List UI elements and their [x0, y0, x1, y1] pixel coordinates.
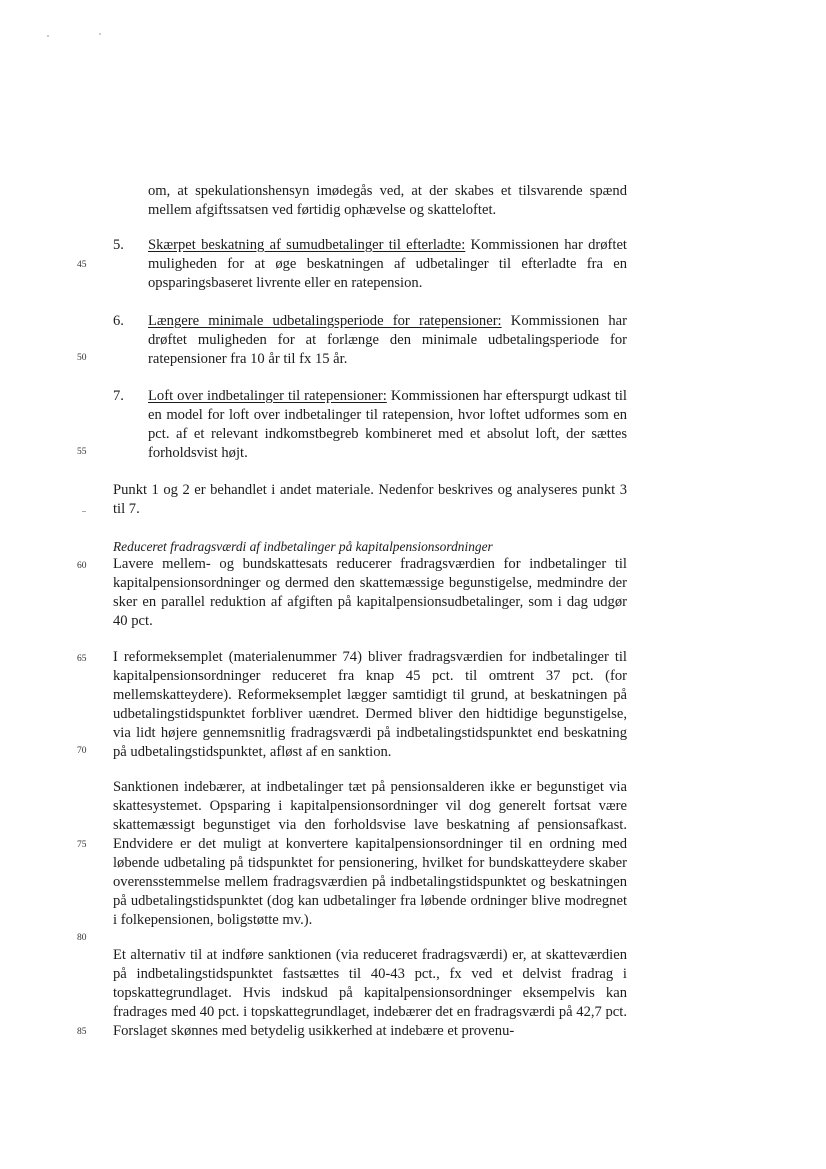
paragraph: Lavere mellem- og bundskattesats reducerer fradragsværdien for indbetalinger til kapitalpensionsordninger og dermed den skattemæssige begunstigelse, medmindre der sker en parallel reduktion af afgiften på kapitalpensionsudbetalinger, som i dag udgør 40 pct.: [113, 556, 627, 629]
list-item-body: [148, 312, 627, 369]
line-number: 60: [77, 561, 87, 571]
line-number: 70: [77, 746, 87, 756]
list-item-number: 7.: [113, 388, 124, 404]
line-number: 75: [77, 840, 87, 850]
section-heading: Reduceret fradragsværdi af indbetalinger på kapitalpensionsordninger: [113, 539, 493, 554]
line-number: 85: [77, 1027, 87, 1037]
line-number: 65: [77, 654, 87, 664]
paragraph: Et alternativ til at indføre sanktionen (via reduceret fradragsværdi) er, at skatteværdien på indbetalingstidspunktet fastsættes til 40-43 pct., fx ved et delvist fradrag i topskattegrundlaget. Hvis indskud på kapitalpensionsordninger eksempelvis kan fradrages med 40 pct. i topskattegrundlaget, indebærer det en fradragsværdi på 42,7 pct. Forslaget skønnes med betydelig usikkerhed at indebære et provenu-: [113, 947, 627, 1039]
list-item-number: 6.: [113, 313, 124, 329]
list-item-title: Længere minimale udbetalingsperiode for ratepensioner:: [148, 313, 502, 329]
paragraph: I reformeksemplet (materialenummer 74) bliver fradragsværdien for indbetalinger til kapitalpensionsordninger reduceret fra knap 45 pct. til omtrent 37 pct. (for mellemskatteydere). Reformeksemplet lægger samtidigt til grund, at beskatningen på udbetalingstidspunktet forbliver uændret. Dermed bliver den hidtidige begunstigelse, via lidt højere gennemsnitlig fradragsværdi på indbetalingstidspunktet end beskatning på udbetalingstidspunktet, afløst af en sanktion.: [113, 649, 627, 760]
line-number: 45: [77, 260, 87, 270]
scan-speck: [99, 33, 101, 35]
list-item-text: Kommissionen har efterspurgt udkast til en model for loft over indbetalinger til ratepension, hvor loftet udformes som en pct. af et relevant indkomstbegreb kombineret med et absolut loft, der sættes forholdsvist højt.: [148, 388, 627, 461]
paragraph: Sanktionen indebærer, at indbetalinger tæt på pensionsalderen ikke er begunstiget via skattesystemet. Opsparing i kapitalpensionsordninger vil dog generelt fortsat være skattemæssigt begunstiget via den forholdsvise lave beskatning af pensionsafkast. Endvidere er det muligt at konvertere kapitalpensionsordninger til en ordning med løbende udbetaling på tidspunktet for pensionering, hvilket for bundskatteydere skaber overensstemmelse mellem fradragsværdien på indbetalingstidspunktet og beskatningen på udbetalingstidspunktet (dog kan udbetalinger fra løbende ordninger blive modregnet i folkepensionen, boligstøtte mv.).: [113, 779, 627, 928]
intro-paragraph: om, at spekulationshensyn imødegås ved, at der skabes et tilsvarende spænd mellem afgiftssatsen ved førtidig ophævelse og skatteloftet.: [148, 183, 627, 218]
line-number: 50: [77, 353, 87, 363]
scan-speck: [47, 35, 49, 37]
list-item-body: [148, 387, 627, 463]
list-item-title: Loft over indbetalinger til ratepensioner:: [148, 388, 387, 404]
list-item-number: 5.: [113, 237, 124, 253]
line-number: 55: [77, 447, 87, 457]
list-item-text: Kommissionen har drøftet muligheden for at forlænge den minimale udbetalingsperiode for ratepensioner fra 10 år til fx 15 år.: [148, 313, 627, 367]
list-item-text: Kommissionen har drøftet muligheden for at øge beskatningen af udbetalinger til efterladte fra en opsparingsbaseret livrente eller en ratepension.: [148, 237, 627, 291]
line-number: 80: [77, 933, 87, 943]
list-item-body: [148, 236, 627, 293]
margin-tick: [82, 511, 86, 512]
list-item-title: Skærpet beskatning af sumudbetalinger til efterladte:: [148, 237, 466, 253]
paragraph: Punkt 1 og 2 er behandlet i andet materiale. Nedenfor beskrives og analyseres punkt 3 til 7.: [113, 482, 627, 517]
